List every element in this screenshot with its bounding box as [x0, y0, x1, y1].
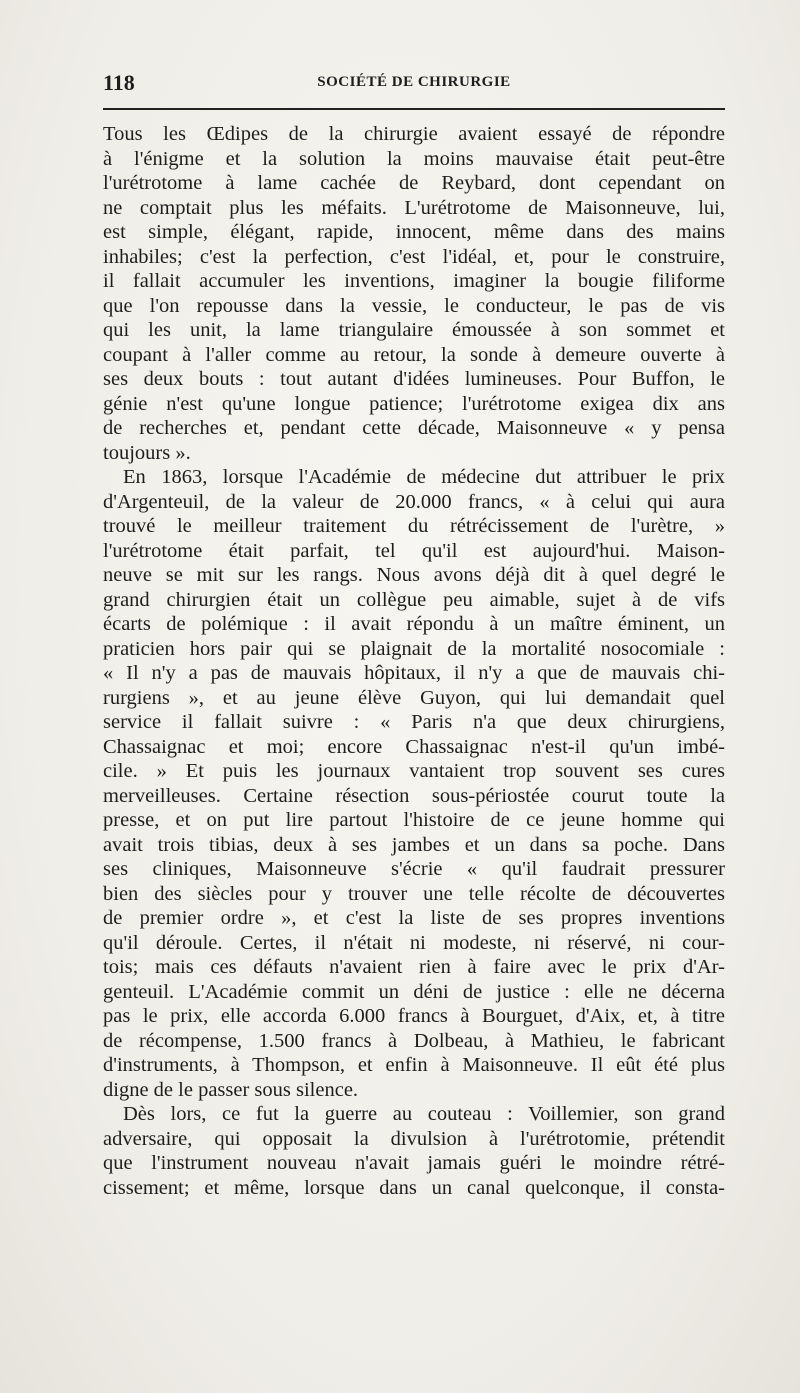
text-line: Dès lors, ce fut la guerre au couteau : Voillemier, son grand — [123, 1103, 725, 1125]
text-line: ses cliniques, Maisonneuve s'écrie « qu'il faudrait pressurer — [103, 858, 725, 880]
text-line: trouvé le meilleur traitement du rétrécissement de l'urètre, » — [103, 515, 725, 537]
text-line: qui les unit, la lame triangulaire émoussée à son sommet et — [103, 319, 725, 341]
text-line: Tous les Œdipes de la chirurgie avaient essayé de répondre — [103, 123, 725, 145]
text-line: merveilleuses. Certaine résection sous-périostée courut toute la — [103, 784, 725, 807]
text-line: il fallait accumuler les inventions, imaginer la bougie filiforme — [103, 270, 725, 292]
text-line: qu'il déroule. Certes, il n'était ni modeste, ni réservé, ni cour- — [103, 931, 725, 954]
text-line: que l'on repousse dans la vessie, le conducteur, le pas de vis — [103, 294, 725, 317]
text-line: praticien hors pair qui se plaignait de la mortalité nosocomiale : — [103, 637, 725, 660]
text-line: tois; mais ces défauts n'avaient rien à faire avec le prix d'Ar- — [103, 956, 725, 978]
text-line: neuve se mit sur les rangs. Nous avons déjà dit à quel degré le — [103, 564, 725, 586]
page-number: 118 — [103, 70, 135, 95]
text-line: de recherches et, pendant cette décade, Maisonneuve « y pensa — [103, 417, 725, 439]
text-line: l'urétrotome à lame cachée de Reybard, dont cependant on — [103, 172, 725, 194]
header-rule — [103, 108, 725, 110]
text-line: génie n'est qu'une longue patience; l'urétrotome exigea dix ans — [103, 392, 725, 415]
text-line: bien des siècles pour y trouver une telle récolte de découvertes — [103, 882, 725, 905]
text-line: service il fallait suivre : « Paris n'a que deux chirurgiens, — [103, 711, 725, 733]
text-line: rurgiens », et au jeune élève Guyon, qui lui demandait quel — [103, 686, 725, 709]
text-line: grand chirurgien était un collègue peu aimable, sujet à de vifs — [103, 588, 725, 611]
running-head: SOCIÉTÉ DE CHIRURGIE — [317, 74, 511, 90]
text-line: que l'instrument nouveau n'avait jamais guéri le moindre rétré- — [103, 1152, 725, 1174]
text-line: Chassaignac et moi; encore Chassaignac n'est-il qu'un imbé- — [103, 735, 725, 758]
text-line: à l'énigme et la solution la moins mauvaise était peut-être — [103, 147, 725, 170]
body-text — [103, 122, 725, 1200]
text-line: genteuil. L'Académie commit un déni de justice : elle ne décerna — [103, 980, 725, 1003]
text-line: de premier ordre », et c'est la liste de ses propres inventions — [103, 907, 725, 929]
text-line: l'urétrotome était parfait, tel qu'il est aujourd'hui. Maison- — [103, 539, 725, 562]
text-line: de récompense, 1.500 francs à Dolbeau, à Mathieu, le fabricant — [103, 1029, 725, 1052]
text-line: En 1863, lorsque l'Académie de médecine dut attribuer le prix — [123, 466, 725, 488]
text-line: pas le prix, elle accorda 6.000 francs à Bourguet, d'Aix, et, à titre — [103, 1005, 725, 1027]
text-line: inhabiles; c'est la perfection, c'est l'idéal, et, pour le construire, — [103, 245, 725, 268]
text-line: presse, et on put lire partout l'histoire de ce jeune homme qui — [103, 809, 725, 831]
text-line: toujours ». — [103, 441, 191, 464]
text-line: ses deux bouts : tout autant d'idées lumineuses. Pour Buffon, le — [103, 368, 725, 390]
text-line: d'instruments, à Thompson, et enfin à Maisonneuve. Il eût été plus — [103, 1054, 725, 1076]
text-line: est simple, élégant, rapide, innocent, même dans des mains — [103, 221, 725, 243]
page-header — [103, 70, 725, 98]
text-line: avait trois tibias, deux à ses jambes et un dans sa poche. Dans — [103, 833, 725, 856]
text-line: coupant à l'aller comme au retour, la sonde à demeure ouverte à — [103, 343, 725, 366]
text-line: écarts de polémique : il avait répondu à un maître éminent, un — [103, 613, 725, 635]
text-line: d'Argenteuil, de la valeur de 20.000 francs, « à celui qui aura — [103, 490, 725, 513]
text-line: cile. » Et puis les journaux vantaient trop souvent ses cures — [103, 760, 725, 782]
text-line: « Il n'y a pas de mauvais hôpitaux, il n'y a que de mauvais chi- — [103, 662, 725, 684]
text-line: ne comptait plus les méfaits. L'urétrotome de Maisonneuve, lui, — [103, 196, 725, 219]
text-line: adversaire, qui opposait la divulsion à l'urétrotomie, prétendit — [103, 1127, 725, 1150]
text-line: cissement; et même, lorsque dans un canal quelconque, il consta- — [103, 1176, 725, 1199]
text-line: digne de le passer sous silence. — [103, 1078, 359, 1101]
